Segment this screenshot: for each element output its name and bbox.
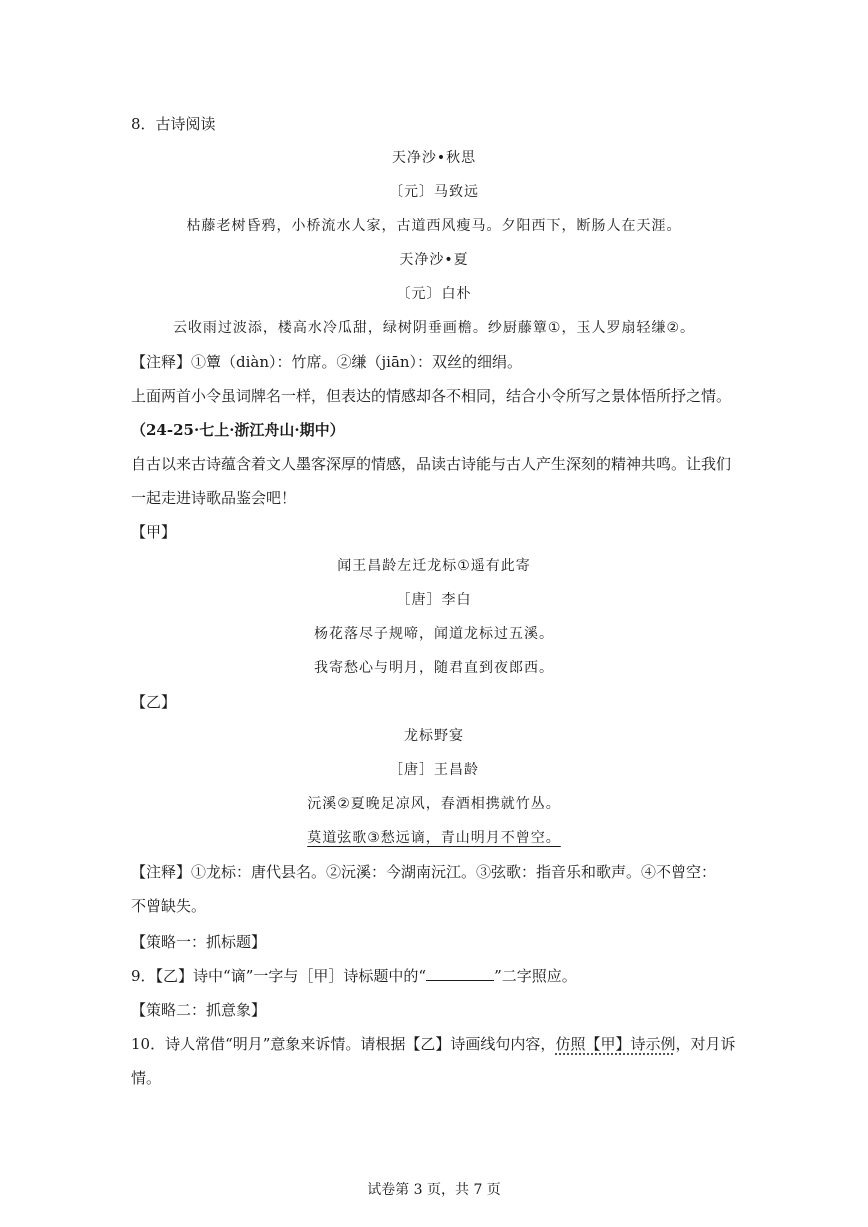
q9-after: ”二字照应。 <box>494 967 577 985</box>
q8-question: 上面两首小令虽词牌名一样，但表达的情感却各不相同，结合小令所写之景体悟所抒之情。 <box>131 387 732 405</box>
yi-line2-wrap <box>0 828 868 848</box>
yi-line2-underlined: 莫道弦歌③愁远谪，青山明月不曾空。 <box>307 830 561 846</box>
jia-line1: 杨花落尽子规啼，闻道龙标过五溪。 <box>314 626 554 642</box>
q9-answer-blank[interactable] <box>426 966 494 981</box>
jia-author: ［唐］李白 <box>396 592 472 608</box>
jia-title: 闻王昌龄左迁龙标①遥有此寄 <box>337 558 531 574</box>
section-note1: 【注释】①龙标：唐代县名。②沅溪：今湖南沅江。③弦歌：指音乐和歌声。④不曾空： <box>131 863 717 881</box>
page-footer: 试卷第 3 页，共 7 页 <box>367 1182 501 1198</box>
yi-title: 龙标野宴 <box>404 728 464 744</box>
q9-before: 9．【乙】诗中“谪”一字与［甲］诗标题中的“ <box>131 967 427 985</box>
poem2-title: 天净沙•夏 <box>399 252 469 268</box>
q9 <box>131 966 577 986</box>
poem2-author: 〔元〕白朴 <box>396 286 472 302</box>
q8-title: 8．古诗阅读 <box>131 115 216 133</box>
jia-line2: 我寄愁心与明月，随君直到夜郎西。 <box>314 660 554 676</box>
yi-author: ［唐］王昌龄 <box>389 762 479 778</box>
yi-label: 【乙】 <box>131 693 177 711</box>
intro-line1: 自古以来古诗蕴含着文人墨客深厚的情感，品读古诗能与古人产生深刻的精神共鸣。让我们 <box>131 455 732 473</box>
poem2-line: 云收雨过波添，楼高水冷瓜甜，绿树阴垂画檐。纱厨藤簟①，玉人罗扇轻缣②。 <box>172 320 696 336</box>
strategy2: 【策略二：抓意象】 <box>131 1001 267 1019</box>
yi-line1: 沅溪②夏晚足凉风，春酒相携就竹丛。 <box>307 796 561 812</box>
jia-label: 【甲】 <box>131 523 177 541</box>
q8-note: 【注释】①簟（diàn）：竹席。②缣（jiān）：双丝的细绢。 <box>131 353 523 371</box>
q10-part1: 10．诗人常借“明月”意象来诉情。请根据【乙】诗画线句内容， <box>131 1035 556 1053</box>
q10-line2: 情。 <box>131 1069 162 1087</box>
poem1-author: 〔元〕马致远 <box>389 184 479 200</box>
q10-part3: ，对月诉 <box>675 1035 736 1053</box>
strategy1: 【策略一：抓标题】 <box>131 933 267 951</box>
poem1-line: 枯藤老树昏鸦，小桥流水人家，古道西风瘦马。夕阳西下，断肠人在天涯。 <box>186 218 682 234</box>
intro-line2: 一起走进诗歌品鉴会吧！ <box>131 489 297 507</box>
q10 <box>131 1034 735 1054</box>
section-source: （24-25·七上·浙江舟山·期中） <box>131 421 345 439</box>
poem1-title: 天净沙•秋思 <box>391 150 477 166</box>
section-note2: 不曾缺失。 <box>131 897 207 915</box>
q10-emphasis: 仿照【甲】诗示例 <box>555 1035 676 1053</box>
